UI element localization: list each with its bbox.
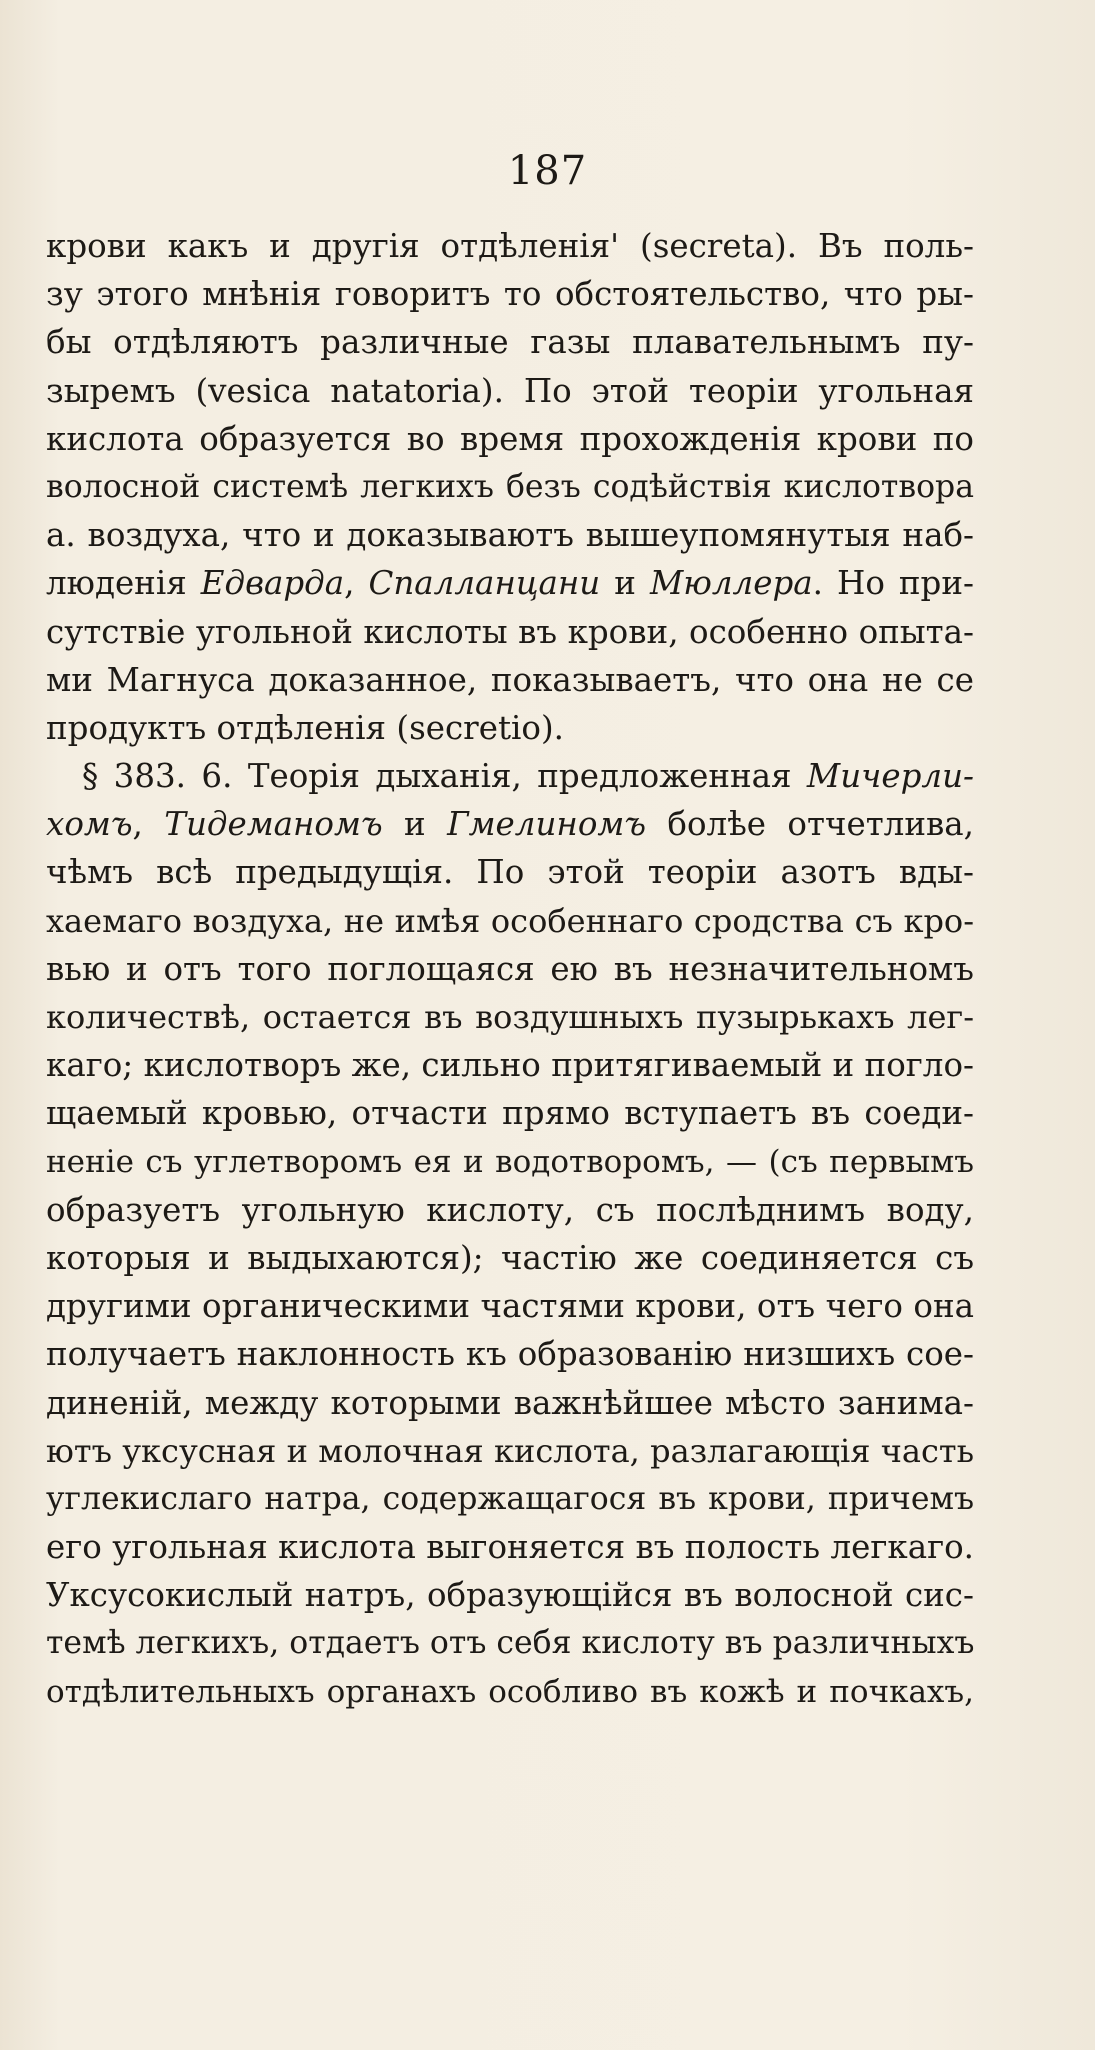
text-line [46, 1138, 974, 1186]
text-segment: сутствіе угольной кислоты въ крови, особенно опыта- [46, 612, 974, 651]
text-line [46, 463, 974, 511]
text-segment: чѣмъ всѣ предыдущія. По этой теоріи азотъ вды- [46, 853, 974, 892]
text-segment: . Но при- [812, 564, 974, 603]
text-line [46, 608, 974, 656]
text-line [46, 222, 974, 270]
text-segment: болѣе отчетлива, [646, 805, 974, 844]
text-line [46, 1330, 974, 1378]
text-line [46, 1379, 974, 1427]
text-segment: ютъ уксусная и молочная кислота, разлагающія часть [46, 1431, 974, 1470]
text-segment: темѣ легкихъ, отдаетъ отъ себя кислоту въ различныхъ [46, 1625, 974, 1662]
text-segment: получаетъ наклонность къ образованію низшихъ сое- [46, 1335, 974, 1374]
text-line [46, 511, 974, 559]
text-segment: вью и отъ того поглощаяся ею въ незначительномъ [46, 949, 974, 988]
text-segment: , [132, 805, 165, 844]
text-segment: крови какъ и другія отдѣленія' (secreta). Въ поль- [46, 227, 974, 265]
text-line [46, 1619, 974, 1667]
italic-name: Спалланцани [368, 564, 601, 603]
text-segment: которыя и выдыхаются); частію же соединяется съ [46, 1238, 974, 1277]
text-line [46, 318, 974, 366]
text-line [46, 945, 974, 993]
text-segment: образуетъ угольную кислоту, съ послѣднимъ воду, [46, 1190, 974, 1229]
text-segment: ми Магнуса доказанное, показываетъ, что она не се [46, 660, 974, 699]
page-number: 187 [507, 148, 588, 194]
italic-name: Тидеманомъ [164, 805, 383, 844]
body-text [46, 222, 974, 1716]
text-line [46, 656, 974, 704]
text-segment: хаемаго воздуха, не имѣя особеннаго сродства съ кро- [46, 901, 974, 940]
text-line [46, 704, 974, 752]
text-line [46, 1427, 974, 1475]
text-line [46, 270, 974, 318]
text-line [46, 1041, 974, 1089]
italic-name: Мичерли- [806, 757, 974, 796]
text-line [46, 1571, 974, 1619]
text-line [46, 800, 974, 848]
text-line [46, 415, 974, 463]
text-segment: каго; кислотворъ же, сильно притягиваемый и погло- [46, 1046, 974, 1085]
text-segment: и [600, 564, 650, 603]
text-segment: Уксусокислый натръ, образующійся въ волосной сис- [46, 1576, 974, 1615]
text-segment: а. воздуха, что и доказываютъ вышеупомянутыя наб- [46, 516, 974, 555]
text-segment: бы отдѣляютъ различные газы плавательнымъ пу- [46, 323, 974, 362]
text-segment: волосной системѣ легкихъ безъ содѣйствія кислотвора [46, 468, 974, 505]
italic-name: Едварда [200, 564, 345, 603]
text-line [46, 1234, 974, 1282]
text-line [46, 752, 974, 800]
text-line [46, 897, 974, 945]
text-line [46, 1668, 974, 1716]
text-segment: его угольная кислота выгоняется въ полость легкаго. [46, 1528, 974, 1567]
text-segment: люденія [46, 564, 201, 603]
text-line [46, 993, 974, 1041]
italic-name: Мюллера [649, 564, 813, 603]
text-segment: другими органическими частями крови, отъ чего она [46, 1287, 974, 1326]
text-line [46, 1475, 974, 1523]
text-segment: продуктъ отдѣленія (secretio). [46, 708, 564, 747]
text-line [46, 1282, 974, 1330]
text-segment: § 383. 6. Теорія дыханія, предложенная [82, 757, 807, 796]
text-line [46, 1523, 974, 1571]
italic-name: хомъ [46, 805, 133, 844]
italic-name: Гмелиномъ [447, 805, 646, 844]
text-segment: диненій, между которыми важнѣйшее мѣсто занима- [46, 1383, 974, 1422]
text-segment: щаемый кровью, отчасти прямо вступаетъ въ соеди- [46, 1094, 974, 1133]
text-segment: количествѣ, остается въ воздушныхъ пузырькахъ лег- [46, 998, 974, 1036]
text-line [46, 1089, 974, 1137]
text-line [46, 367, 974, 415]
text-segment: углекислаго натра, содержащагося въ крови, причемъ [46, 1480, 974, 1517]
text-segment: зу этого мнѣнія говоритъ то обстоятельство, что ры- [46, 275, 974, 314]
text-segment: отдѣлительныхъ органахъ особливо въ кожѣ и почкахъ, [46, 1673, 974, 1710]
text-segment: неніе съ углетворомъ ея и водотворомъ, — (съ первымъ [46, 1143, 974, 1180]
text-line [46, 559, 974, 607]
text-line [46, 1186, 974, 1234]
text-segment: зыремъ (vesica natatoria). По этой теоріи угольная [46, 371, 974, 410]
text-segment: , [344, 564, 369, 603]
text-line [46, 848, 974, 896]
text-segment: и [382, 805, 448, 844]
text-segment: кислота образуется во время прохожденія крови по [46, 419, 974, 458]
